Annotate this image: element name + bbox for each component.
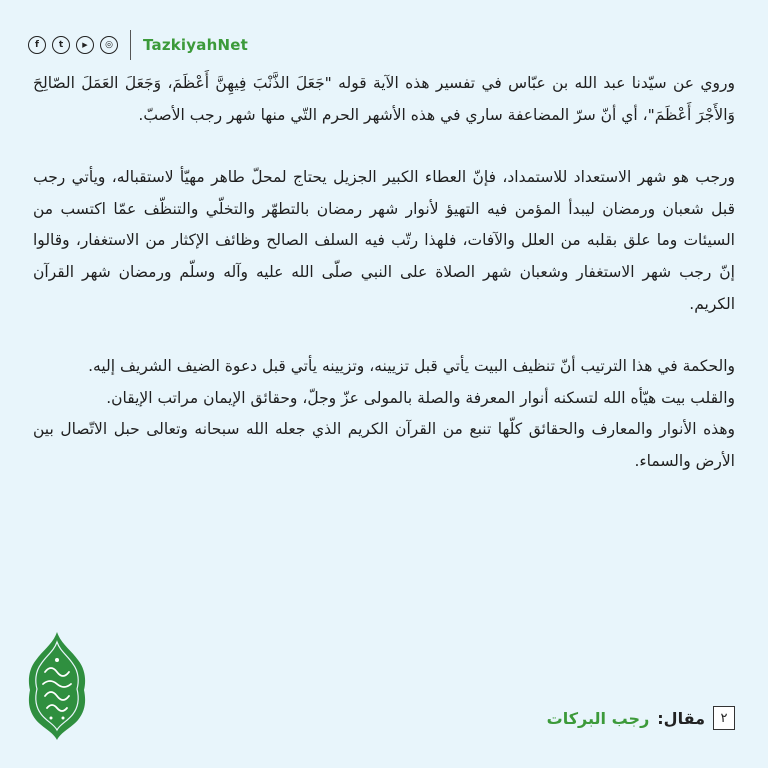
brand-name[interactable]: TazkiyahNet (143, 36, 248, 54)
calligraphy-emblem-icon (26, 630, 88, 742)
youtube-icon[interactable]: ▶ (76, 36, 94, 54)
paragraph: ورجب هو شهر الاستعداد للاستمداد، فإنّ العطاء الكبير الجزيل يحتاج لمحلّ طاهر مهيّأ لاستقباله، ويأتي رجب قبل شعبان ورمضان ليبدأ المؤمن فيه التهيؤ لأنوار شهر رمضان بالتطهّر والتخلّي والتنظّف عمّا اكتسب من السيئات وما علق بقلبه من العلل والآفات، فلهذا رتّب فيه السلف الصالح وظائف الإكثار من الاستغفار، وقالوا إنّ رجب شهر الاستغفار وشعبان شهر الصلاة على النبي صلّى الله عليه وآله وسلّم ورمضان شهر القرآن الكريم. (33, 168, 735, 313)
paragraph: والقلب بيت هيّأه الله لتسكنه أنوار المعرفة والصلة بالمولى عزّ وجلّ، وحقائق الإيمان مراتب الإيقان. (106, 388, 735, 407)
social-links (28, 36, 118, 54)
page-number: ٢ (713, 706, 735, 730)
paragraph: وهذه الأنوار والمعارف والحقائق كلّها تنبع من القرآن الكريم الذي جعله الله سبحانه وتعالى حبل الاتّصال بين الأرض والسماء. (33, 420, 735, 470)
article-title: رجب البركات (546, 708, 650, 728)
twitter-icon[interactable]: t (52, 36, 70, 54)
instagram-icon[interactable]: ◎ (100, 36, 118, 54)
divider (130, 30, 131, 60)
facebook-icon[interactable]: f (28, 36, 46, 54)
article-label: مقال: (657, 708, 705, 728)
footer (547, 706, 735, 730)
paragraph: وروي عن سيّدنا عبد الله بن عبّاس في تفسير هذه الآية قوله "جَعَلَ الذَّنْبَ فِيهِنَّ أَعْظَمَ، وَجَعَلَ العَمَلَ الصّالِحَ وَالأَجْرَ أَعْظَمَ"، أي أنّ سرّ المضاعفة ساري في هذه الأشهر الحرم التّي منها شهر رجب الأصبّ. (33, 74, 735, 124)
top-bar (28, 30, 248, 60)
paragraph: والحكمة في هذا الترتيب أنّ تنظيف البيت يأتي قبل تزيينه، وتزيينه يأتي قبل دعوة الضيف الشريف إليه. (88, 357, 735, 376)
article-body (33, 68, 735, 478)
